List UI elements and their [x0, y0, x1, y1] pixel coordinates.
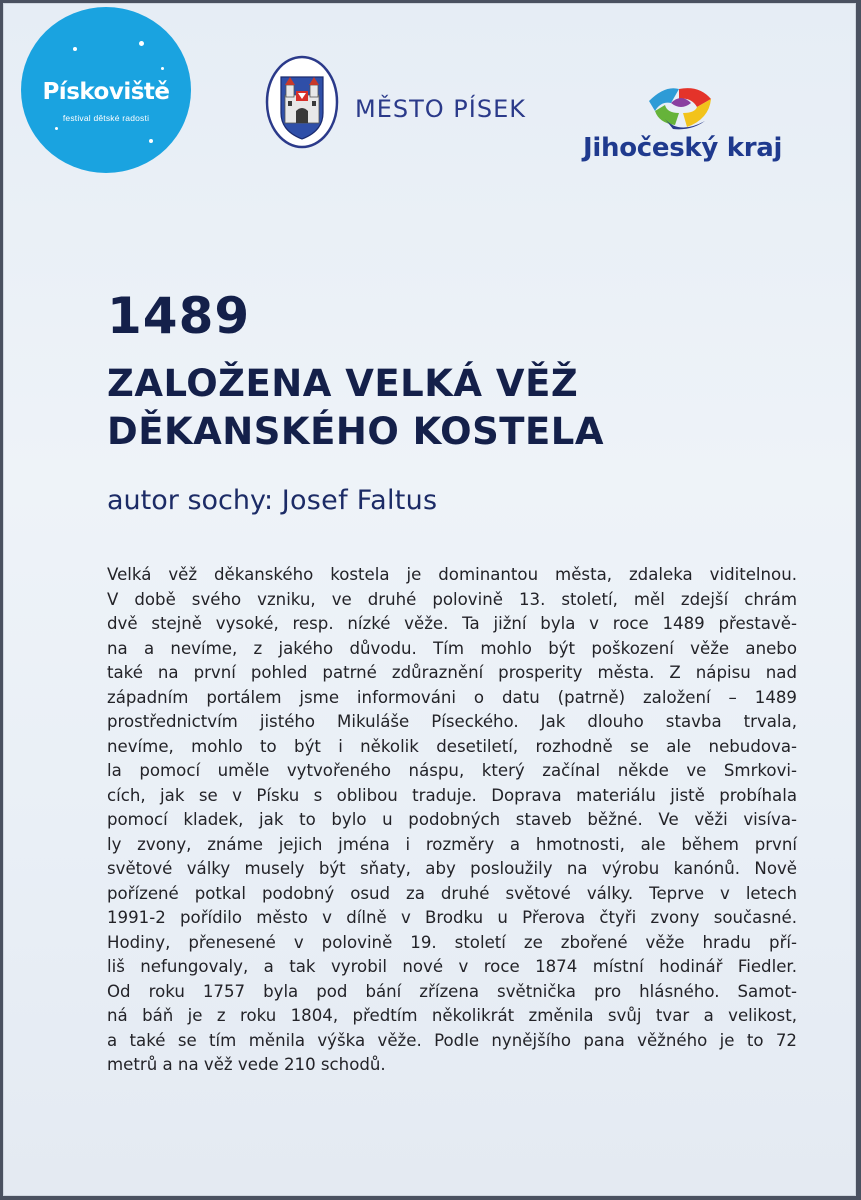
body-line: západním portálem jsme informováni o datu (patrně) založení – 1489: [107, 687, 797, 707]
year-heading: 1489: [107, 287, 251, 345]
body-line: Hodiny, přenesené v polovině 19. století ze zbořené věže hradu pří-: [107, 932, 797, 952]
body-line: a také se tím měnila výška věže. Podle nynějšího pana věžného je to 72: [107, 1030, 797, 1050]
piskoviste-logo: [21, 7, 191, 173]
body-line: pomocí kladek, jak to bylo u podobných staveb běžné. Ve věži visíva-: [107, 810, 797, 829]
logo-dot: [55, 127, 58, 130]
body-line: liš nefungovaly, a tak vyrobil nové v roce 1874 místní hodinář Fiedler.: [107, 957, 797, 976]
body-line: ly zvony, známe jejich jména i rozměry a hmotnosti, ale během první: [107, 834, 797, 854]
body-line: 1991-2 pořídilo město v dílně v Brodku u Přerova čtyři zvony současné.: [107, 908, 797, 927]
logo-dot: [73, 47, 77, 51]
body-text: [107, 563, 797, 1078]
info-sign: [3, 3, 856, 1196]
title-line-2: DĚKANSKÉHO KOSTELA: [107, 410, 604, 453]
piskoviste-brand: Pískoviště: [42, 79, 170, 105]
author-label: autor sochy:: [107, 485, 274, 516]
body-line: Velká věž děkanského kostela je dominantou města, zdaleka viditelnou.: [107, 565, 797, 584]
body-line: světové války musely být sňaty, aby posloužily na výrobu kanónů. Nově: [107, 859, 797, 878]
logo-dot: [149, 139, 153, 143]
logo-dot: [161, 67, 164, 70]
author-name: Josef Faltus: [281, 485, 438, 516]
region-mark-icon: [645, 79, 715, 135]
mesto-pisek-label: MĚSTO PÍSEK: [355, 95, 526, 123]
body-line: la pomocí uměle vytvořeného náspu, který začínal někde ve Smrkovi-: [107, 761, 797, 780]
town-crest-icon: [265, 55, 339, 149]
page-title: [107, 360, 604, 456]
body-line: V době svého vzniku, ve druhé polovině 13. století, měl zdejší chrám: [107, 589, 797, 609]
logo-dot: [139, 41, 144, 46]
author-credit: [107, 485, 437, 516]
body-line: pořízené potkal podobný osud za druhé světové války. Teprve v letech: [107, 883, 797, 903]
body-line: Od roku 1757 byla pod bání zřízena světnička pro hlásného. Samot-: [107, 981, 797, 1001]
body-line: dvě stejně vysoké, resp. nízké věže. Ta jižní byla v roce 1489 přestavě-: [107, 614, 797, 633]
body-line: nevíme, mohlo to být i několik desetiletí, rozhodně se ale nebudova-: [107, 736, 797, 756]
body-line: na a nevíme, z jakého důvodu. Tím mohlo být poškození věže anebo: [107, 638, 797, 658]
body-line: prostřednictvím jistého Mikuláše Píseckého. Jak dlouho stavba trvala,: [107, 712, 797, 731]
body-line: také na první pohled patrné zdůraznění prosperity města. Z nápisu nad: [107, 663, 797, 682]
piskoviste-tagline: festival dětské radosti: [62, 113, 150, 123]
body-line: ná báň je z roku 1804, předtím několikrát změnila svůj tvar a velikost,: [107, 1006, 797, 1025]
body-line: cích, jak se v Písku s oblibou traduje. Doprava materiálu jistě probíhala: [107, 785, 797, 805]
jihocesky-kraj-label: Jihočeský kraj: [583, 133, 783, 163]
body-line: metrů a na věž vede 210 schodů.: [107, 1055, 386, 1074]
title-line-1: ZALOŽENA VELKÁ VĚŽ: [107, 362, 579, 405]
